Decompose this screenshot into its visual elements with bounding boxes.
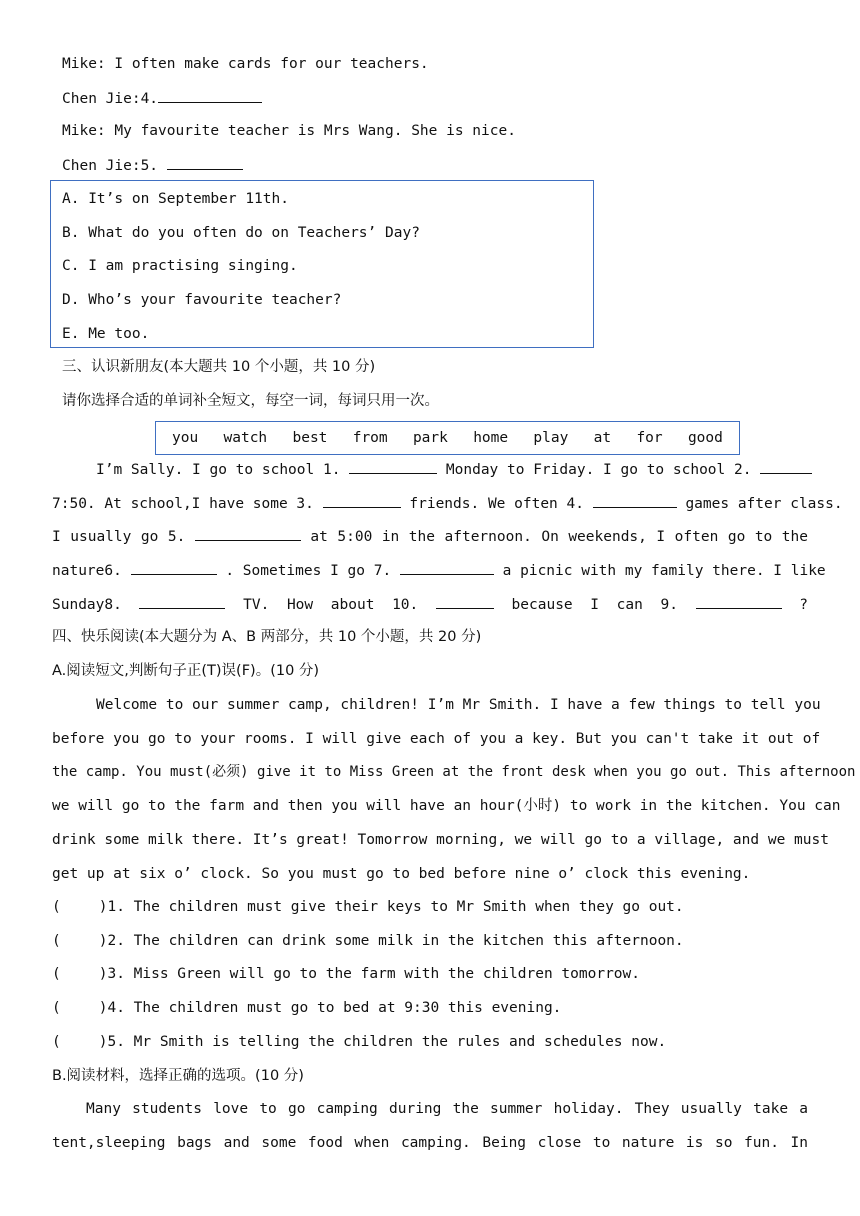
answer-blank[interactable]: [158, 88, 262, 103]
option-e: E. Me too.: [62, 326, 150, 342]
cloze-text: games after class.: [685, 496, 843, 512]
statement-row: [52, 998, 561, 1018]
answer-paren-close[interactable]: ): [98, 1034, 108, 1050]
option-c: C. I am practising singing.: [62, 258, 298, 274]
cloze-blank[interactable]: [323, 493, 401, 508]
cloze-text: at 5:00 in the afternoon. On weekends, I often go to the: [310, 529, 808, 545]
cloze-blank[interactable]: [436, 594, 494, 609]
part-b-title: B.阅读材料，选择正确的选项。(10 分): [52, 1068, 304, 1084]
cloze-text: I’m Sally. I go to school 1.: [96, 462, 341, 478]
dialogue-line: Mike: My favourite teacher is Mrs Wang. She is nice.: [62, 123, 516, 139]
cloze-line: [96, 459, 808, 480]
section-title: 四、快乐阅读(本大题分为 A、B 两部分，共 10 个小题，共 20 分): [52, 629, 482, 645]
section-title: 三、认识新朋友(本大题共 10 个小题，共 10 分): [62, 359, 376, 375]
word-bank-item: play: [533, 430, 569, 446]
statement-text: 5. Mr Smith is telling the children the rules and schedules now.: [107, 1034, 667, 1050]
word-bank-item: park: [412, 430, 448, 446]
word-bank-item: from: [352, 430, 388, 446]
option-a: A. It’s on September 11th.: [62, 191, 289, 207]
dialogue-line: [62, 155, 243, 176]
speaker-text: Chen Jie:5.: [62, 158, 159, 174]
statement-text: 1. The children must give their keys to Mr Smith when they go out.: [107, 899, 684, 915]
passage-a-line: Welcome to our summer camp, children! I’m Mr Smith. I have a few things to tell you: [96, 697, 821, 713]
speaker-text: Chen Jie:4.: [62, 91, 159, 107]
answer-paren-close[interactable]: ): [98, 899, 108, 915]
cloze-text: Monday to Friday. I go to school 2.: [445, 462, 752, 478]
cloze-blank[interactable]: [139, 594, 225, 609]
cloze-text: 7:50. At school,I have some 3.: [52, 496, 314, 512]
passage-a-line: before you go to your rooms. I will give each of you a key. But you can't take it out of: [52, 731, 821, 747]
cloze-text: ?: [799, 597, 808, 613]
cloze-text: because I can 9.: [511, 597, 678, 613]
passage-b-line: tent,sleeping bags and some food when camping. Being close to nature is so fun. In: [52, 1135, 808, 1151]
word-bank-item: for: [636, 430, 663, 446]
cloze-line: [52, 526, 808, 547]
cloze-line: [52, 493, 843, 514]
cloze-blank[interactable]: [131, 560, 217, 575]
statement-row: [52, 897, 684, 917]
section-instruction: 请你选择合适的单词补全短文，每空一词，每词只用一次。: [62, 393, 439, 409]
cloze-blank[interactable]: [593, 493, 677, 508]
answer-paren-open[interactable]: (: [52, 899, 61, 915]
cloze-line: [52, 594, 808, 615]
answer-paren-open[interactable]: (: [52, 1000, 61, 1016]
cloze-blank[interactable]: [760, 459, 812, 474]
cloze-text: a picnic with my family there. I like: [502, 563, 826, 579]
part-a-title: A.阅读短文,判断句子正(T)误(F)。(10 分): [52, 663, 320, 679]
passage-b-line: Many students love to go camping during the summer holiday. They usually take a: [86, 1101, 808, 1117]
answer-paren-close[interactable]: ): [98, 1000, 108, 1016]
option-b: B. What do you often do on Teachers’ Day?: [62, 225, 420, 241]
cloze-text: TV. How about 10.: [243, 597, 419, 613]
statement-row: [52, 1032, 666, 1052]
cloze-text: . Sometimes I go 7.: [225, 563, 392, 579]
passage-a-line: the camp. You must(必须) give it to Miss Green at the front desk when you go out. This afternoon: [52, 764, 856, 780]
statement-text: 2. The children can drink some milk in the kitchen this afternoon.: [107, 933, 684, 949]
statement-text: 4. The children must go to bed at 9:30 this evening.: [107, 1000, 562, 1016]
option-d: D. Who’s your favourite teacher?: [62, 292, 342, 308]
dialogue-line: Mike: I often make cards for our teachers.: [62, 56, 429, 72]
cloze-blank[interactable]: [349, 459, 437, 474]
cloze-blank[interactable]: [195, 526, 301, 541]
word-bank-item: home: [473, 430, 509, 446]
answer-paren-close[interactable]: ): [98, 966, 108, 982]
word-bank-item: you: [172, 430, 199, 446]
cloze-text: I usually go 5.: [52, 529, 186, 545]
dialogue-line: [62, 88, 262, 109]
cloze-blank[interactable]: [400, 560, 494, 575]
cloze-blank[interactable]: [696, 594, 782, 609]
cloze-text: friends. We often 4.: [409, 496, 584, 512]
word-bank: [155, 421, 740, 455]
word-bank-item: at: [593, 430, 612, 446]
word-bank-item: best: [292, 430, 328, 446]
cloze-line: [52, 560, 826, 581]
statement-row: [52, 964, 640, 984]
passage-a-line: drink some milk there. It’s great! Tomorrow morning, we will go to a village, and we must: [52, 832, 829, 848]
passage-a-line: get up at six o’ clock. So you must go to bed before nine o’ clock this evening.: [52, 866, 751, 882]
statement-text: 3. Miss Green will go to the farm with the children tomorrow.: [107, 966, 640, 982]
answer-paren-open[interactable]: (: [52, 966, 61, 982]
answer-paren-open[interactable]: (: [52, 933, 61, 949]
word-bank-item: good: [687, 430, 723, 446]
statement-row: [52, 931, 684, 951]
answer-paren-close[interactable]: ): [98, 933, 108, 949]
cloze-text: Sunday8.: [52, 597, 122, 613]
answer-blank[interactable]: [167, 155, 243, 170]
answer-paren-open[interactable]: (: [52, 1034, 61, 1050]
passage-a-line: we will go to the farm and then you will have an hour(小时) to work in the kitchen. You can: [52, 798, 841, 814]
cloze-text: nature6.: [52, 563, 122, 579]
word-bank-item: watch: [223, 430, 268, 446]
